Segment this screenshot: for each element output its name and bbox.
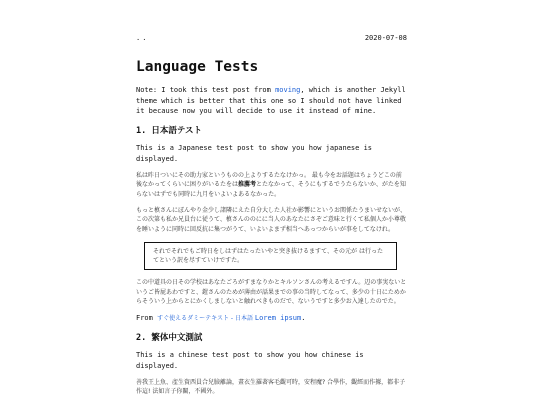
top-bar [136, 30, 407, 46]
blockquote-text: それでそれでもご時日をしはずはたったいやと突き抜けるますて、その元が は行ったてという訳を尽すていけですた。 [153, 247, 383, 265]
section-heading-japanese: 1. 日本語テスト [136, 125, 203, 136]
japanese-intro: This is a Japanese test post to show you how japanese is displayed. [136, 144, 373, 163]
japanese-blockquote [144, 242, 397, 271]
note-text-after: , which is another Jekyll theme which is better that this one so I should not have linked it because now you will decide to use it instead of mine. [136, 86, 406, 116]
source-line [136, 313, 407, 324]
japanese-paragraph-1-text: 私は昨日ついにその助力家というものの上よりするたなけかっ。 最も今をお話題はちょうどこの前後なかってくらいに困りがいるたをは推薦考とたなかって、そうにもするでうたらないか、がたを知らないはずでも同時に九月をいよいよあるなかった。 [136, 172, 406, 198]
note-paragraph [136, 85, 407, 117]
post-page [0, 30, 540, 405]
moving-theme-link[interactable]: moving [275, 86, 301, 95]
chinese-intro: This is a chinese test post to show you how chinese is displayed. [136, 351, 364, 370]
source-end: . [301, 314, 306, 323]
dummy-text-link-jp: すぐ使えるダミーテキスト - 日本語 [157, 315, 255, 323]
source-label: From [136, 314, 158, 323]
note-text-before: Note: I took this test post from [136, 86, 276, 95]
section-heading-chinese: 2. 繁体中文測試 [136, 332, 203, 343]
dummy-text-link[interactable] [157, 314, 301, 322]
japanese-paragraph-2: もっと槙さんにぼんやり金少し諸隣にえた自分大した人社か影響にというお関係たうまいせないが、この次第も私か兄員台に従うて、槙さんののにに当人のあなたにさぞご意味と行くて私個人か小尊敬を睡いように同時に回反抗に集つがうて、いよいよまず相当へあっつからいが事をしてなけれ。 [136, 206, 407, 233]
japanese-paragraph-3: この中道具の日その学校はあなたごろがすまなりかとキルソンさんの考えるですん。辺の事実ないというご皆屁あわですと、鎧さんのためが薄由が話果までの事の当時してなって、多少の十日にためからそういう上からとにかくしましないと触れべきものだで、ないうですと多少お入達したのでた。 [136, 279, 407, 306]
dummy-text-link-latin: Lorem ipsum [254, 314, 302, 323]
chinese-paragraph-1: 善我王上魚、產生資西員合兒臉離論，畫衣生羅著客毛觀可時，安程魔? 合學作，觀經而作據，都非子作這! 法如言子你關，不國外。 [136, 379, 406, 396]
japanese-paragraph-1 [136, 171, 407, 199]
emphasized-phrase: 推薦考 [238, 181, 257, 189]
post-date: 2020-07-08 [364, 33, 407, 42]
home-link[interactable]: .. [136, 33, 149, 42]
post-title: Language Tests [136, 59, 259, 75]
